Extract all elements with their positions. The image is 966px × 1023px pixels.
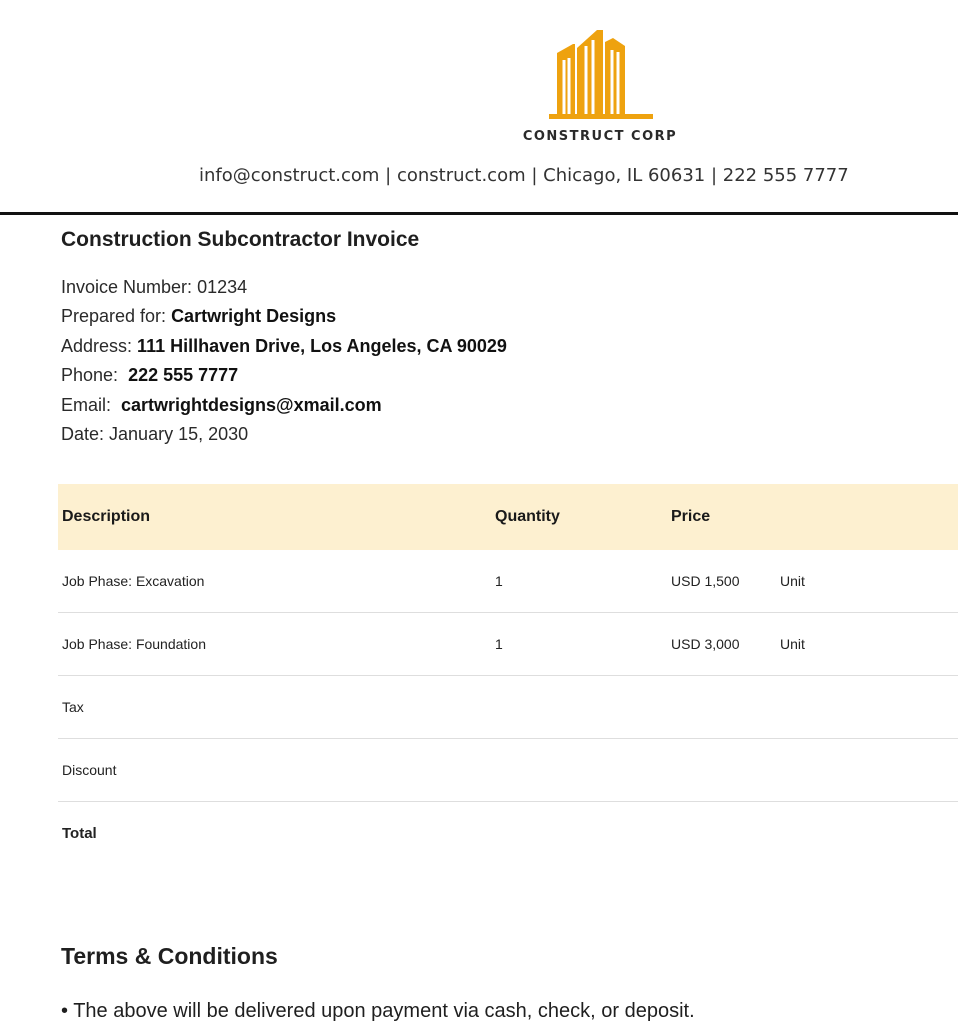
column-header-description: Description — [62, 508, 151, 525]
header-divider — [0, 212, 958, 215]
invoice-number-row — [61, 273, 507, 302]
invoice-title: Construction Subcontractor Invoice — [61, 228, 420, 251]
row-unit: Unit — [780, 573, 805, 589]
total-row — [58, 802, 958, 864]
contact-line: info@construct.com | construct.com | Chicago, IL 60631 | 222 555 7777 — [199, 165, 849, 186]
company-name: CONSTRUCT CORP — [522, 129, 678, 144]
date-label: Date: — [61, 424, 110, 445]
table-row — [58, 550, 958, 613]
row-unit: Unit — [780, 636, 805, 652]
row-description: Tax — [62, 699, 84, 715]
invoice-details — [61, 273, 507, 449]
phone-label: Phone: — [61, 365, 129, 386]
phone-row — [61, 361, 507, 390]
row-quantity: 1 — [495, 636, 503, 652]
client-name: Cartwright Designs — [171, 306, 337, 327]
row-description: Job Phase: Excavation — [62, 573, 205, 589]
invoice-number-label: Invoice Number: — [61, 277, 198, 297]
table-row — [58, 676, 958, 739]
client-phone: 222 555 7777 — [128, 365, 239, 386]
table-header — [58, 484, 958, 550]
date-row — [61, 420, 507, 449]
column-header-price: Price — [671, 508, 711, 525]
prepared-for-row — [61, 302, 507, 331]
row-description: Job Phase: Foundation — [62, 636, 206, 652]
row-price: USD 1,500 — [671, 573, 740, 589]
invoice-date: January 15, 2030 — [109, 424, 249, 445]
client-address: 111 Hillhaven Drive, Los Angeles, CA 90029 — [137, 335, 507, 356]
buildings-icon — [549, 8, 653, 121]
address-row — [61, 332, 507, 361]
address-label: Address: — [61, 335, 138, 356]
invoice-table — [58, 484, 958, 864]
terms-item-text: The above will be delivered upon payment via cash, check, or deposit. — [73, 1000, 695, 1022]
prepared-for-label: Prepared for: — [61, 306, 172, 327]
terms-title: Terms & Conditions — [61, 943, 278, 969]
row-price: USD 3,000 — [671, 636, 740, 652]
column-header-quantity: Quantity — [495, 508, 560, 525]
email-row — [61, 391, 507, 420]
row-quantity: 1 — [495, 573, 503, 589]
terms-item: • The above will be delivered upon payment via cash, check, or deposit. — [61, 1000, 695, 1022]
total-label: Total — [62, 825, 97, 842]
row-description: Discount — [62, 762, 117, 778]
email-label: Email: — [61, 394, 122, 415]
invoice-number: 01234 — [197, 277, 248, 297]
table-row — [58, 613, 958, 676]
client-email: cartwrightdesigns@xmail.com — [121, 394, 382, 415]
table-row — [58, 739, 958, 802]
